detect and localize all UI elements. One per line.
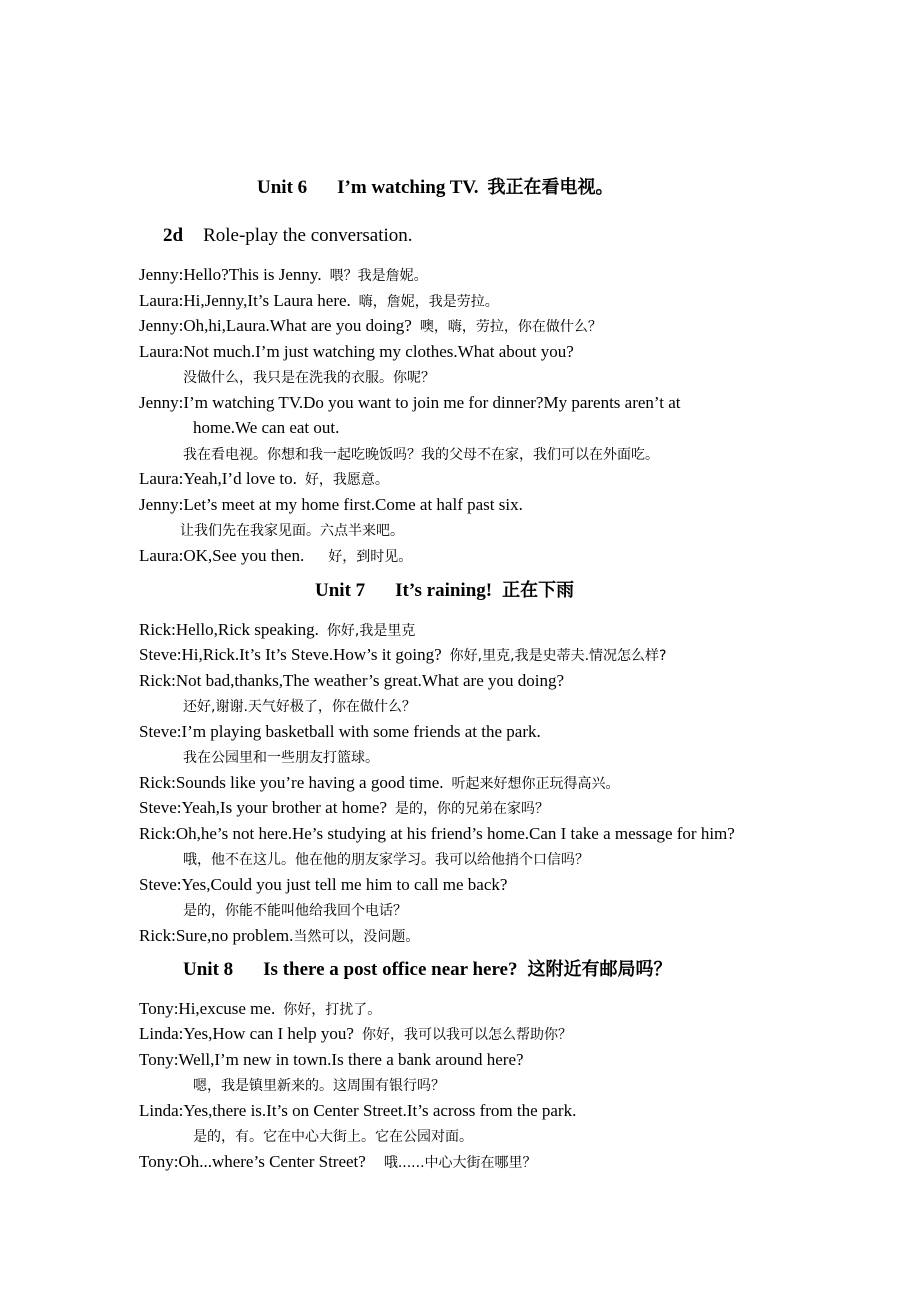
translation-line: 没做什么，我只是在洗我的衣服。你呢？ [183, 370, 435, 386]
unit-7-heading [315, 580, 574, 602]
dialogue-line: Rick:Sure,no problem.当然可以，没问题。 [139, 926, 420, 945]
translation-line: 我在看电视。你想和我一起吃晚饭吗？我的父母不在家，我们可以在外面吃。 [183, 447, 659, 463]
dialogue-line: Tony:Well,I’m new in town.Is there a bank around here? [139, 1050, 524, 1069]
unit-6-heading [257, 177, 613, 199]
translation-line: 我在公园里和一些朋友打篮球。 [183, 750, 379, 766]
dialogue-line: Jenny:I’m watching TV.Do you want to join me for dinner?My parents aren’t at [139, 393, 681, 412]
dialogue-line: Rick:Not bad,thanks,The weather’s great.What are you doing? [139, 671, 565, 690]
dialogue-line: Jenny:Oh,hi,Laura.What are you doing? 噢，嗨，劳拉，你在做什么？ [139, 316, 602, 335]
dialogue-line: Jenny:Let’s meet at my home first.Come at half past six. [139, 495, 523, 514]
dialogue-line-continued: home.We can eat out. [193, 418, 340, 437]
unit-title-cn: 这附近有邮局吗？ [527, 959, 672, 980]
dialogue-line: Jenny:Hello?This is Jenny. 喂？我是詹妮。 [139, 265, 428, 284]
dialogue-line: Rick:Hello,Rick speaking. 你好,我是里克 [139, 620, 416, 639]
dialogue-line: Laura:Hi,Jenny,It’s Laura here. 嗨，詹妮，我是劳拉。 [139, 291, 499, 310]
dialogue-line: Steve:Hi,Rick.It’s It’s Steve.How’s it going? 你好,里克,我是史蒂夫.情况怎么样? [139, 645, 667, 664]
translation-line: 是的，你能不能叫他给我回个电话？ [183, 903, 407, 919]
dialogue-line: Steve:Yes,Could you just tell me him to call me back? [139, 875, 508, 894]
dialogue-line: Rick:Oh,he’s not here.He’s studying at his friend’s home.Can I take a message for him? [139, 824, 735, 843]
dialogue-line: Laura:Not much.I’m just watching my clothes.What about you? [139, 342, 574, 361]
dialogue-line: Steve:I’m playing basketball with some friends at the park. [139, 722, 541, 741]
unit-title-en: Is there a post office near here? [263, 959, 518, 980]
translation-line: 嗯，我是镇里新来的。这周围有银行吗？ [193, 1078, 445, 1094]
unit-label: Unit 8 [183, 959, 234, 980]
dialogue-line: Linda:Yes,there is.It’s on Center Street.It’s across from the park. [139, 1101, 577, 1120]
exercise-instruction: Role-play the conversation. [203, 225, 413, 246]
dialogue-line: Laura:Yeah,I’d love to. 好，我愿意。 [139, 469, 389, 488]
unit-title-cn: 正在下雨 [502, 580, 575, 601]
unit-8-heading [183, 959, 672, 981]
translation-line: 让我们先在我家见面。六点半来吧。 [180, 523, 404, 539]
exercise-heading [163, 225, 413, 247]
unit-label: Unit 6 [257, 177, 308, 198]
translation-line: 是的，有。它在中心大街上。它在公园对面。 [193, 1129, 473, 1145]
translation-line: 哦，他不在这儿。他在他的朋友家学习。我可以给他捎个口信吗？ [183, 852, 589, 868]
translation-line: 还好,谢谢.天气好极了，你在做什么？ [183, 699, 416, 715]
unit-label: Unit 7 [315, 580, 366, 601]
unit-title-en: I’m watching TV. [337, 177, 479, 198]
unit-title-cn: 我正在看电视。 [487, 177, 614, 198]
dialogue-line: Laura:OK,See you then. 好，到时见。 [139, 546, 413, 565]
dialogue-line: Tony:Oh...where’s Center Street? 哦......中心大街在哪里？ [139, 1152, 537, 1171]
dialogue-line: Linda:Yes,How can I help you? 你好，我可以我可以怎么帮助你？ [139, 1024, 572, 1043]
unit-title-en: It’s raining! [395, 580, 493, 601]
exercise-number: 2d [163, 225, 184, 246]
dialogue-line: Rick:Sounds like you’re having a good time. 听起来好想你正玩得高兴。 [139, 773, 620, 792]
dialogue-line: Tony:Hi,excuse me. 你好，打扰了。 [139, 999, 382, 1018]
dialogue-line: Steve:Yeah,Is your brother at home? 是的，你的兄弟在家吗？ [139, 798, 550, 817]
